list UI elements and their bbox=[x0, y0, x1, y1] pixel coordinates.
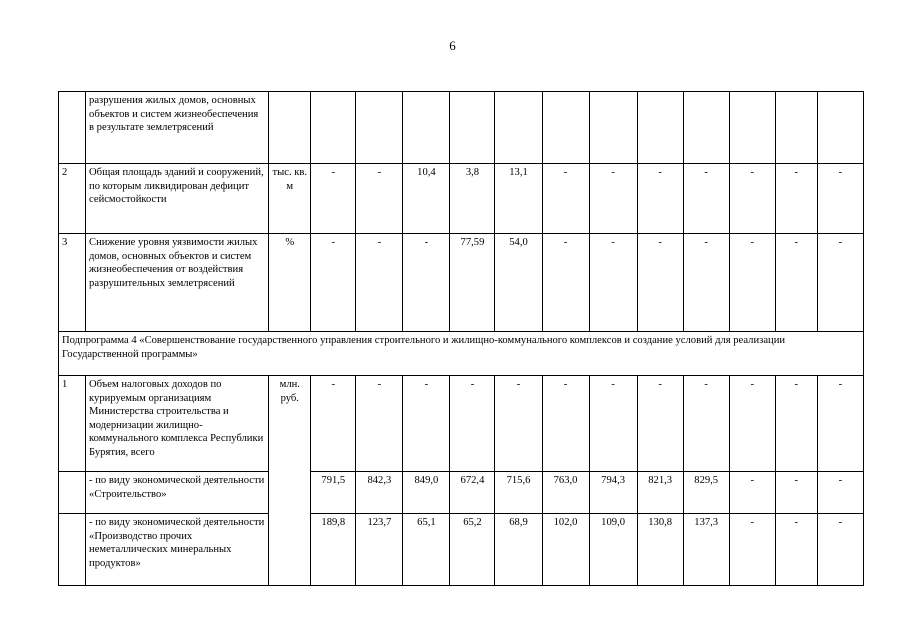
value-cell: 794,3 bbox=[589, 472, 637, 514]
value-cell: - bbox=[589, 376, 637, 472]
value-cell: - bbox=[817, 234, 863, 332]
value-cell: - bbox=[589, 234, 637, 332]
table-body bbox=[59, 92, 864, 586]
row-number-cell bbox=[59, 472, 86, 514]
value-cell bbox=[542, 92, 589, 164]
value-cell: - bbox=[683, 234, 729, 332]
row-number-cell: 1 bbox=[59, 376, 86, 472]
value-cell: 763,0 bbox=[542, 472, 589, 514]
value-cell: - bbox=[542, 234, 589, 332]
value-cell: 137,3 bbox=[683, 514, 729, 586]
value-cell: - bbox=[775, 234, 817, 332]
value-cell: 189,8 bbox=[311, 514, 356, 586]
unit-cell: % bbox=[269, 234, 311, 332]
row-number-cell: 3 bbox=[59, 234, 86, 332]
value-cell: 77,59 bbox=[450, 234, 495, 332]
value-cell: - bbox=[356, 234, 403, 332]
value-cell: - bbox=[683, 164, 729, 234]
indicator-name-cell: Снижение уровня уязвимости жилых домов, основных объектов и систем жизнеобеспечения от воздействия разрушительных землетрясений bbox=[86, 234, 269, 332]
value-cell: - bbox=[589, 164, 637, 234]
value-cell: 829,5 bbox=[683, 472, 729, 514]
value-cell: 3,8 bbox=[450, 164, 495, 234]
value-cell: - bbox=[817, 164, 863, 234]
unit-cell: тыс. кв. м bbox=[269, 164, 311, 234]
subprogram-heading-row bbox=[59, 332, 864, 376]
value-cell: - bbox=[311, 164, 356, 234]
indicator-name-cell: Общая площадь зданий и сооружений, по которым ликвидирован дефицит сейсмостойкости bbox=[86, 164, 269, 234]
value-cell: - bbox=[817, 472, 863, 514]
value-cell: - bbox=[683, 376, 729, 472]
value-cell: 672,4 bbox=[450, 472, 495, 514]
value-cell bbox=[637, 92, 683, 164]
indicator-name-cell: - по виду экономической деятельности «Производство прочих неметаллических минеральных продуктов» bbox=[86, 514, 269, 586]
value-cell bbox=[356, 92, 403, 164]
value-cell: - bbox=[637, 164, 683, 234]
value-cell: 65,2 bbox=[450, 514, 495, 586]
value-cell: - bbox=[775, 164, 817, 234]
value-cell: - bbox=[729, 472, 775, 514]
value-cell: 68,9 bbox=[495, 514, 542, 586]
row-number-cell bbox=[59, 514, 86, 586]
value-cell: 791,5 bbox=[311, 472, 356, 514]
value-cell: - bbox=[495, 376, 542, 472]
table-row bbox=[59, 514, 864, 586]
value-cell: - bbox=[729, 164, 775, 234]
unit-cell: млн. руб. bbox=[269, 376, 311, 586]
value-cell: 849,0 bbox=[403, 472, 450, 514]
value-cell: - bbox=[775, 514, 817, 586]
value-cell: 821,3 bbox=[637, 472, 683, 514]
value-cell: 109,0 bbox=[589, 514, 637, 586]
table-row bbox=[59, 92, 864, 164]
value-cell: - bbox=[356, 164, 403, 234]
value-cell: 842,3 bbox=[356, 472, 403, 514]
page-number: 6 bbox=[449, 38, 456, 53]
value-cell: - bbox=[817, 376, 863, 472]
subprogram-heading: Подпрограмма 4 «Совершенствование государственного управления строительного и жилищно-коммунального комплексов и создание условий для реализации Государственной программы» bbox=[59, 332, 864, 376]
value-cell: 54,0 bbox=[495, 234, 542, 332]
value-cell: 65,1 bbox=[403, 514, 450, 586]
value-cell: - bbox=[637, 376, 683, 472]
value-cell: 13,1 bbox=[495, 164, 542, 234]
value-cell: - bbox=[311, 234, 356, 332]
value-cell: - bbox=[403, 376, 450, 472]
value-cell: 10,4 bbox=[403, 164, 450, 234]
value-cell bbox=[589, 92, 637, 164]
value-cell bbox=[495, 92, 542, 164]
value-cell bbox=[729, 92, 775, 164]
indicator-name-cell: - по виду экономической деятельности «Строительство» bbox=[86, 472, 269, 514]
value-cell: 130,8 bbox=[637, 514, 683, 586]
value-cell: - bbox=[637, 234, 683, 332]
indicator-name-cell: разрушения жилых домов, основных объектов и систем жизнеобеспечения в результате землетрясений bbox=[86, 92, 269, 164]
value-cell: - bbox=[817, 514, 863, 586]
value-cell bbox=[775, 92, 817, 164]
value-cell: - bbox=[729, 376, 775, 472]
value-cell bbox=[311, 92, 356, 164]
table-row bbox=[59, 376, 864, 472]
table-row bbox=[59, 234, 864, 332]
value-cell: - bbox=[356, 376, 403, 472]
value-cell: - bbox=[729, 514, 775, 586]
value-cell: - bbox=[450, 376, 495, 472]
value-cell bbox=[683, 92, 729, 164]
row-number-cell: 2 bbox=[59, 164, 86, 234]
row-number-cell bbox=[59, 92, 86, 164]
value-cell: - bbox=[542, 164, 589, 234]
value-cell bbox=[817, 92, 863, 164]
table-row bbox=[59, 164, 864, 234]
indicators-table bbox=[58, 91, 864, 586]
value-cell: - bbox=[729, 234, 775, 332]
value-cell: - bbox=[775, 472, 817, 514]
value-cell: - bbox=[775, 376, 817, 472]
value-cell: 102,0 bbox=[542, 514, 589, 586]
indicator-name-cell: Объем налоговых доходов по курируемым организациям Министерства строительства и модернизации жилищно-коммунального комплекса Республики Бурятия, всего bbox=[86, 376, 269, 472]
unit-cell bbox=[269, 92, 311, 164]
value-cell bbox=[450, 92, 495, 164]
value-cell bbox=[403, 92, 450, 164]
value-cell: 715,6 bbox=[495, 472, 542, 514]
value-cell: - bbox=[311, 376, 356, 472]
table-row bbox=[59, 472, 864, 514]
value-cell: 123,7 bbox=[356, 514, 403, 586]
value-cell: - bbox=[542, 376, 589, 472]
value-cell: - bbox=[403, 234, 450, 332]
